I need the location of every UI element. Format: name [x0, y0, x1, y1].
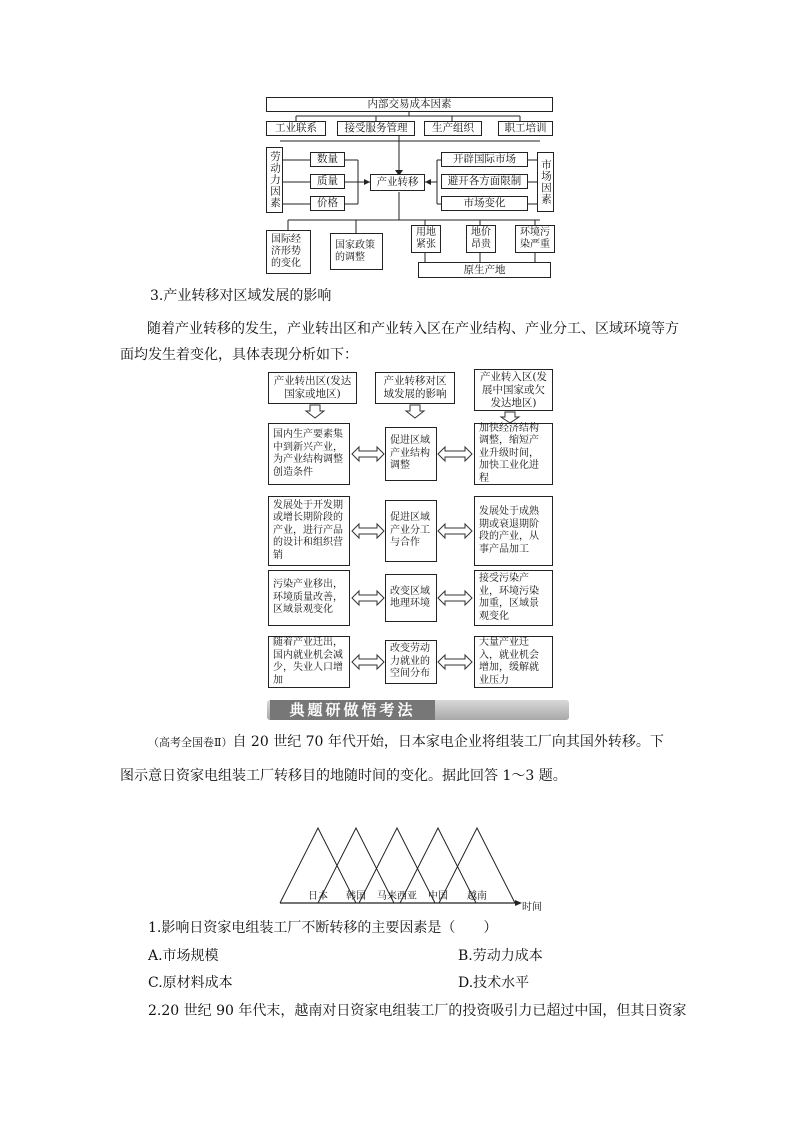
d2-row-mid-label: 促进区域产业分工与合作: [390, 512, 430, 549]
question-stem-line2: 图示意日资家电组装工厂转移目的地随时间的变化。据此回答 1～3 题。: [120, 768, 567, 784]
chart-category-label: 韩国: [346, 891, 366, 902]
d2-col-head-label: 产业转移对区域发展的影响: [383, 375, 447, 400]
d1-market-side-label: 市场因素: [540, 159, 552, 205]
d1-internal-label: 工业联系: [275, 122, 317, 134]
d1-market-label: 避开各方面限制: [447, 175, 522, 187]
d2-row-right-label: 发展处于成熟期或衰退期阶段的产业，从事产品加工: [479, 506, 539, 555]
d1-internal-label: 生产组织: [432, 122, 474, 134]
question-stem-text1: 自 20 世纪 70 年代开始，日本家电企业将组装工厂向其国外转移。下: [232, 734, 664, 750]
d2-col-head-label: 产业转入区(发展中国家或欠发达地区): [479, 370, 548, 409]
d2-col-head-label: 产业转出区(发达国家或地区): [273, 375, 352, 400]
d2-row-mid-label: 改变区域地理环境: [390, 585, 430, 609]
chart-category-label: 中国: [428, 891, 448, 902]
d1-labor-side-label: 劳动力因素: [269, 151, 281, 209]
d2-row-left-label: 发展处于开发期或增长期阶段的产业，进行产品的设计和组织营销: [273, 499, 343, 561]
d1-bottom-left-label: 国家政策的调整: [335, 239, 375, 263]
d1-bottom-right-label: 地价昂贵: [471, 227, 491, 250]
chart-xlabel: 时间: [522, 902, 542, 913]
d1-labor-label: 数量: [317, 153, 338, 165]
d1-bottom-right-label: 用地紧张: [416, 227, 436, 250]
q1-option-b[interactable]: B.劳动力成本: [458, 948, 543, 964]
d1-bottom-left-label: 国际经济形势的变化: [271, 234, 301, 269]
d2-row-left-label: 随着产业迁出，国内就业机会减少，失业人口增加: [273, 637, 343, 686]
d1-origin-label: 原生产地: [463, 263, 506, 276]
d2-row-right-label: 接受污染产业，环境污染加重，区域景观变化: [479, 573, 539, 622]
section-banner: 典题研做悟考法: [270, 700, 435, 720]
chart-category-label: 越南: [467, 891, 487, 902]
chart-axis-arrow: [515, 900, 522, 906]
q1-option-d[interactable]: D.技术水平: [458, 975, 530, 991]
d1-center-label: 产业转移: [376, 176, 419, 188]
d2-row-mid-label: 改变劳动力就业的空间分布: [390, 643, 430, 680]
d1-market-label: 市场变化: [463, 197, 506, 209]
d1-labor-label: 价格: [317, 197, 338, 209]
d1-top-label: 内部交易成本因素: [367, 98, 452, 110]
q1-option-c[interactable]: C.原材料成本: [148, 975, 233, 991]
section3-heading: 3.产业转移对区域发展的影响: [150, 288, 332, 304]
d1-internal-label: 接受服务管理: [344, 122, 408, 134]
q2-stem: 2.20 世纪 90 年代末，越南对日资家电组装工厂的投资吸引力已超过中国，但其日资家: [148, 1003, 687, 1019]
chart-category-label: 马来西亚: [377, 891, 417, 902]
d2-row-left-label: 国内生产要素集中到新兴产业，为产业结构调整创造条件: [273, 429, 343, 478]
section3-intro: 随着产业转移的发生，产业转出区和产业转入区在产业结构、产业分工、区域环境等方面均发生着变化，具体表现分析如下：: [120, 321, 679, 363]
d1-internal-label: 职工培训: [504, 122, 547, 134]
q1-option-a[interactable]: A.市场规模: [148, 948, 219, 964]
d1-labor-label: 质量: [317, 175, 338, 187]
d1-bottom-right-label: 环境污染严重: [520, 227, 550, 250]
d2-row-mid-label: 促进区域产业结构调整: [390, 435, 430, 472]
d2-row-left-label: 污染产业移出，环境质量改善，区域景观变化: [273, 579, 343, 616]
chart-category-label: 日本: [308, 891, 328, 902]
d2-row-right-label: 加快经济结构调整，缩短产业升级时间，加快工业化进程: [479, 422, 539, 484]
q1-stem: 1.影响日资家电组装工厂不断转移的主要因素是（ ）: [148, 920, 498, 936]
d1-market-label: 开辟国际市场: [453, 153, 516, 165]
question-source: （高考全国卷Ⅱ）: [148, 736, 233, 749]
d2-row-right-label: 大量产业迁入，就业机会增加，缓解就业压力: [479, 637, 539, 686]
